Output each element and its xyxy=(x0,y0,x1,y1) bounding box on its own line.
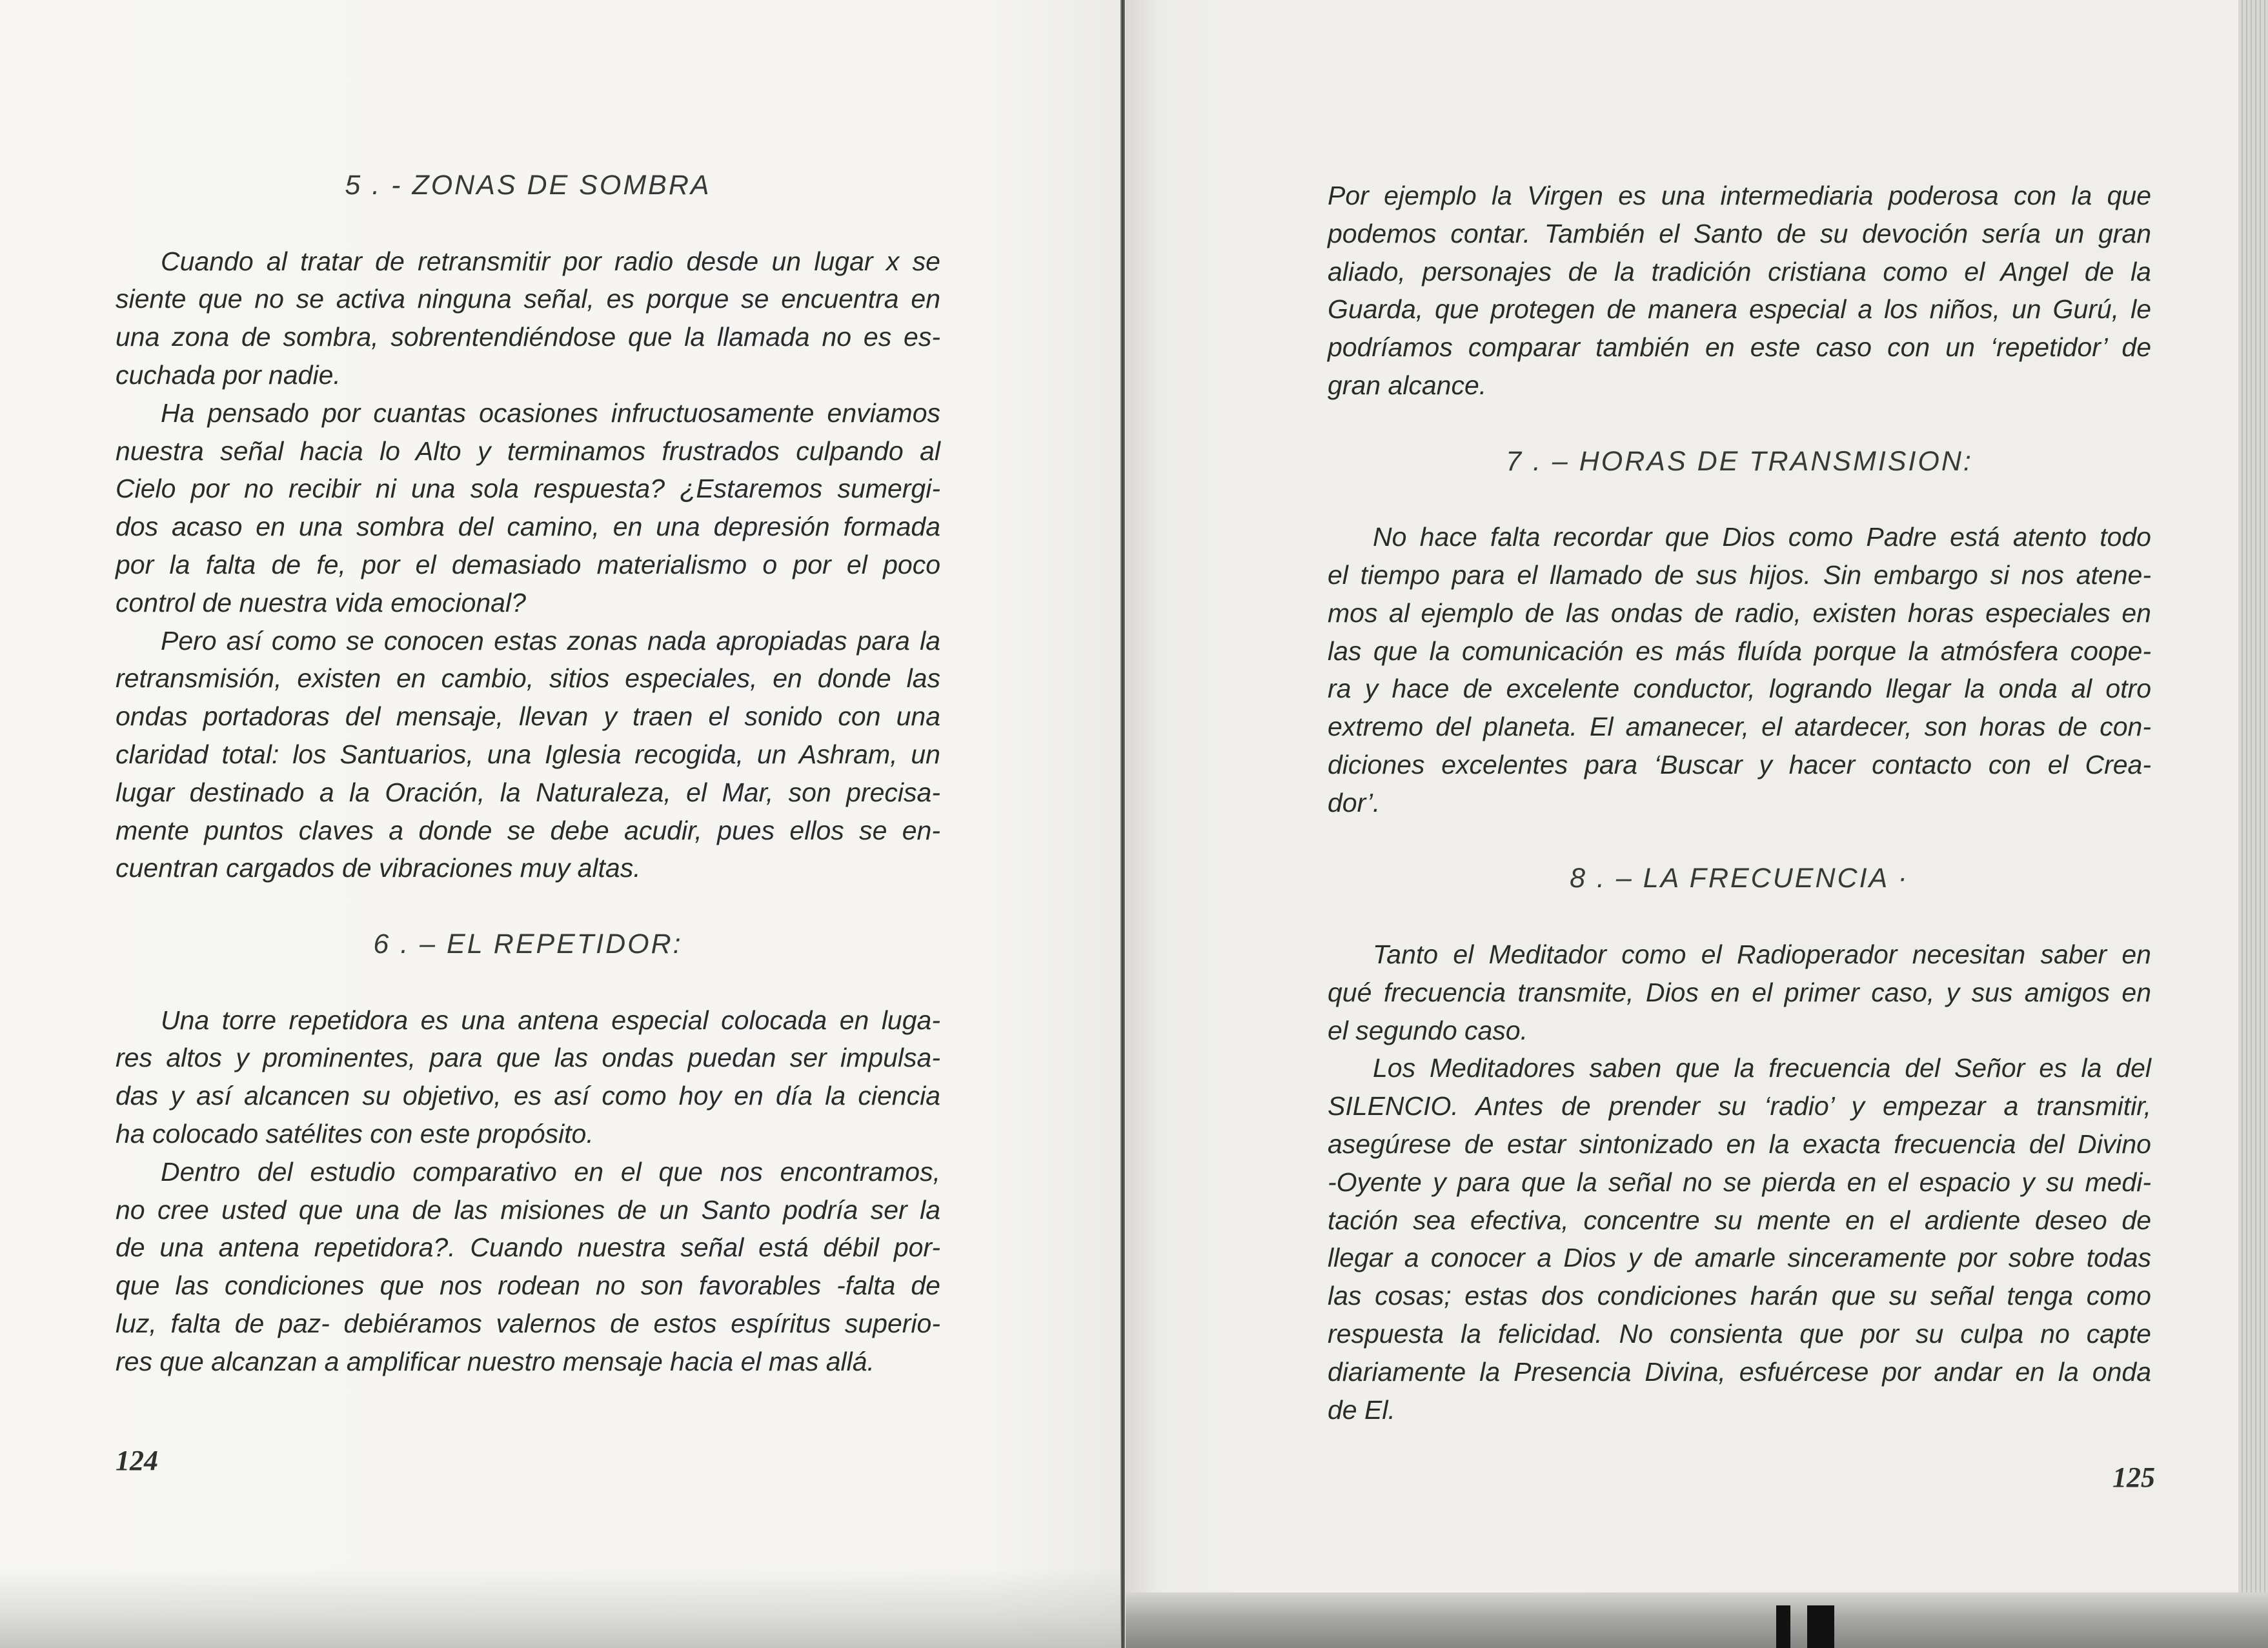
text-line: siente que no se activa ninguna señal, es porque se encuentra en xyxy=(116,284,940,314)
text-line: qué frecuencia transmite, Dios en el primer caso, y sus amigos en xyxy=(1328,977,2151,1007)
text-line: de El. xyxy=(1328,1394,1395,1425)
text-line: podríamos comparar también en este caso con un ‘repetidor’ de xyxy=(1328,332,2151,363)
page-number-left: 124 xyxy=(116,1445,158,1476)
text-line: tación sea efectiva, concentre su mente en el ardiente deseo de xyxy=(1328,1205,2151,1235)
text-line: que las condiciones que nos rodean no son favorables -falta de xyxy=(116,1271,940,1301)
paragraph xyxy=(116,394,940,622)
text-line: Los Meditadores saben que la frecuencia del Señor es la del xyxy=(1373,1053,2151,1083)
text-line: podemos contar. También el Santo de su devoción sería un gran xyxy=(1328,218,2151,248)
text-line: lugar destinado a la Oración, la Naturaleza, el Mar, son precisa- xyxy=(116,777,940,807)
text-line: no cree usted que una de las misiones de un Santo podría ser la xyxy=(116,1194,940,1225)
text-line: el tiempo para el llamado de sus hijos. Sin embargo si nos atene- xyxy=(1328,559,2151,590)
paragraph xyxy=(116,1001,940,1153)
section-heading: 8 . – LA FRECUENCIA · xyxy=(1570,863,1909,894)
text-line: Por ejemplo la Virgen es una intermediaria poderosa con la que xyxy=(1328,181,2151,210)
text-line: una zona de sombra, sobrentendiéndose que la llamada no es es- xyxy=(116,322,940,352)
paragraph xyxy=(1328,177,2151,405)
text-line: gran alcance. xyxy=(1328,370,1487,400)
text-line: cuchada por nadie. xyxy=(116,359,341,390)
text-line: asegúrese de estar sintonizado en la exacta frecuencia del Divino xyxy=(1328,1129,2151,1159)
paragraph xyxy=(1328,518,2151,821)
text-line: dos acaso en una sombra del camino, en una depresión formada xyxy=(116,512,940,542)
text-line: mos al ejemplo de las ondas de radio, existen horas especiales en xyxy=(1328,598,2151,628)
text-line: diciones excelentes para ‘Buscar y hacer contacto con el Crea- xyxy=(1328,749,2151,779)
text-line: las que la comunicación es más fluída porque la atmósfera coope- xyxy=(1328,636,2151,666)
text-line: dor’. xyxy=(1328,787,1381,818)
text-line: respuesta la felicidad. No consienta que por su culpa no capte xyxy=(1328,1318,2151,1349)
text-line: por la falta de fe, por el demasiado materialismo o por el poco xyxy=(116,549,940,579)
text-line: mente puntos claves a donde se debe acudir, pues ellos se en- xyxy=(116,815,940,845)
text-line: ha colocado satélites con este propósito. xyxy=(116,1118,594,1149)
paragraph xyxy=(116,622,940,888)
text-line: das y así alcancen su objetivo, es así como hoy en día la ciencia xyxy=(116,1081,940,1111)
paragraph xyxy=(1328,1049,2151,1429)
left-page-text xyxy=(116,166,940,1381)
text-line: ra y hace de excelente conductor, logrando llegar la onda al otro xyxy=(1328,674,2151,704)
section-heading: 5 . - ZONAS DE SOMBRA xyxy=(345,170,711,201)
text-line: Tanto el Meditador como el Radioperador necesitan saber en xyxy=(1373,939,2151,969)
scanner-mark xyxy=(1807,1605,1834,1648)
text-line: llegar a conocer a Dios y de amarle sinceramente por sobre todas xyxy=(1328,1243,2151,1273)
text-line: ondas portadoras del mensaje, llevan y traen el sonido con una xyxy=(116,701,940,732)
text-line: res que alcanzan a amplificar nuestro mensaje hacia el mas allá. xyxy=(116,1346,875,1376)
text-line: Pero así como se conocen estas zonas nada apropiadas para la xyxy=(161,625,940,656)
text-line: luz, falta de paz- debiéramos valernos de estos espíritus superio- xyxy=(116,1308,940,1338)
section-heading: 7 . – HORAS DE TRANSMISION: xyxy=(1506,445,1973,477)
text-line: Dentro del estudio comparativo en el que nos encontramos, xyxy=(161,1156,940,1187)
paragraph xyxy=(116,1153,940,1381)
right-page-text xyxy=(1328,177,2151,1429)
text-line: res altos y prominentes, para que las ondas puedan ser impulsa- xyxy=(116,1043,940,1073)
left-bottom-shadow xyxy=(0,1568,1121,1648)
text-line: el segundo caso. xyxy=(1328,1015,1528,1045)
text-line: extremo del planeta. El amanecer, el atardecer, son horas de con- xyxy=(1328,712,2151,742)
text-line: Cuando al tratar de retransmitir por radio desde un lugar x se xyxy=(161,246,940,276)
book-gutter xyxy=(1120,0,1125,1648)
text-line: de una antena repetidora?. Cuando nuestra señal está débil por- xyxy=(116,1232,940,1263)
text-line: Una torre repetidora es una antena especial colocada en luga- xyxy=(161,1005,940,1035)
text-line: No hace falta recordar que Dios como Padre está atento todo xyxy=(1373,522,2151,552)
scanner-bottom-band xyxy=(1126,1593,2268,1648)
page-number-right: 125 xyxy=(2112,1462,2155,1493)
text-line: Ha pensado por cuantas ocasiones infructuosamente enviamos xyxy=(161,397,940,428)
text-line: SILENCIO. Antes de prender su ‘radio’ y empezar a transmitir, xyxy=(1328,1091,2151,1121)
paragraph xyxy=(1328,936,2151,1049)
text-line: las cosas; estas dos condiciones harán que su señal tenga como xyxy=(1328,1281,2151,1311)
text-line: control de nuestra vida emocional? xyxy=(116,587,526,618)
text-line: aliado, personajes de la tradición cristiana como el Angel de la xyxy=(1328,256,2151,286)
text-line: nuestra señal hacia lo Alto y terminamos frustrados culpando al xyxy=(116,436,940,466)
text-line: cuentran cargados de vibraciones muy altas. xyxy=(116,853,641,883)
text-line: Guarda, que protegen de manera especial a los niños, un Gurú, le xyxy=(1328,294,2151,325)
text-line: Cielo por no recibir ni una sola respuesta? ¿Estaremos sumergi- xyxy=(116,474,940,504)
paragraph xyxy=(116,243,940,394)
text-line: -Oyente y para que la señal no se pierda en el espacio y su medi- xyxy=(1328,1167,2151,1197)
page-edges xyxy=(2238,0,2268,1600)
text-line: diariamente la Presencia Divina, esfuércese por andar en la onda xyxy=(1328,1356,2151,1387)
section-heading: 6 . – EL REPETIDOR: xyxy=(373,928,683,960)
scanner-mark xyxy=(1776,1605,1790,1648)
text-line: retransmisión, existen en cambio, sitios especiales, en donde las xyxy=(116,663,940,694)
text-line: claridad total: los Santuarios, una Iglesia recogida, un Ashram, un xyxy=(116,739,940,769)
